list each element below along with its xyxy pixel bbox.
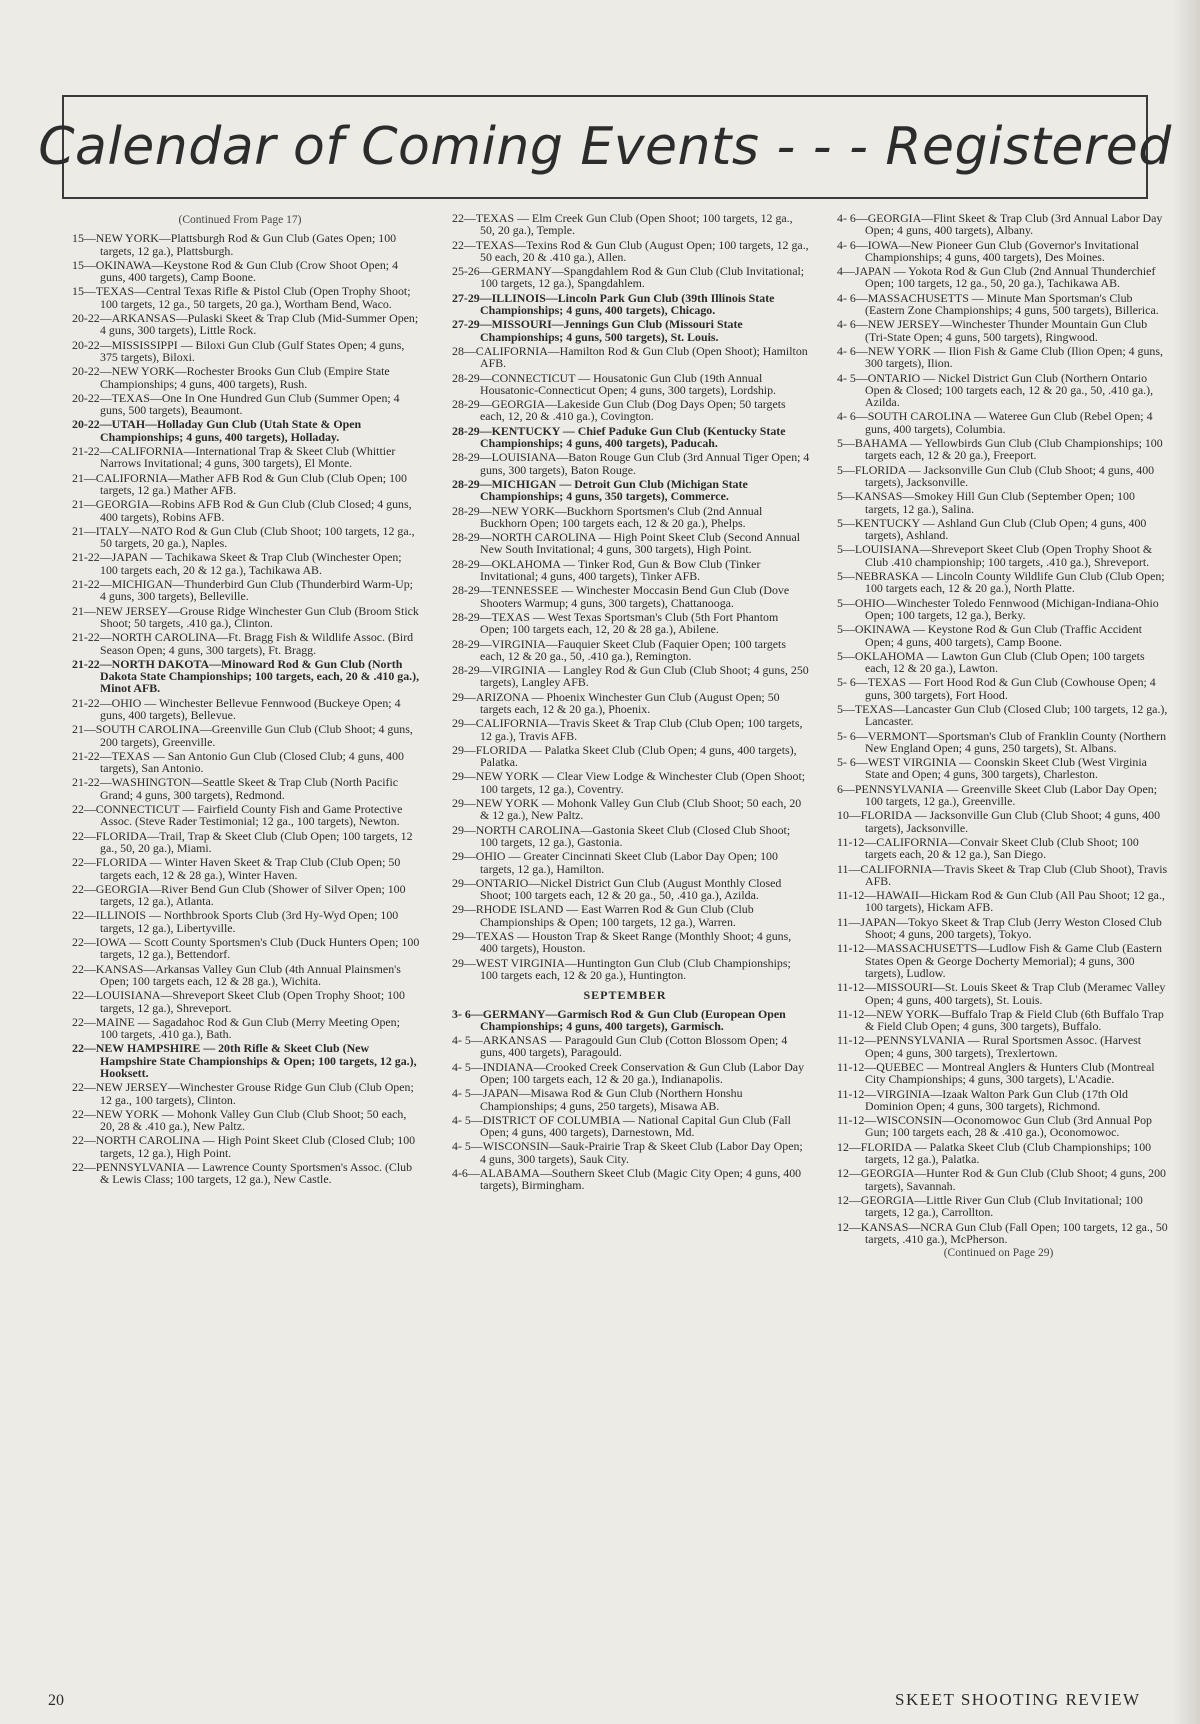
event-entry: 29—FLORIDA — Palatka Skeet Club (Club Open; 4 guns, 400 targets), Palatka. xyxy=(452,742,797,770)
event-entry: 28-29—KENTUCKY — Chief Paduke Gun Club (Kentucky State Championships; 4 guns, 400 targets), Paducah. xyxy=(452,423,786,451)
event-entry: 27-29—MISSOURI—Jennings Gun Club (Missouri State Championships; 4 guns, 500 targets), St. Louis. xyxy=(452,317,743,344)
event-entry: 22—LOUISIANA—Shreveport Skeet Club (Open Trophy Shoot; 100 targets, 12 ga.), Shreveport. xyxy=(72,988,405,1015)
event-entry: 29—RHODE ISLAND — East Warren Rod & Gun Club (Club Championships & Open; 100 targets, 12 ga.), Warren. xyxy=(452,902,754,929)
event-entry: 21—GEORGIA—Robins AFB Rod & Gun Club (Club Closed; 4 guns, 400 targets), Robins AFB. xyxy=(72,497,412,524)
title-banner xyxy=(38,95,1172,199)
event-entry: 29—ONTARIO—Nickel District Gun Club (August Monthly Closed Shoot; 100 targets each, 12 & 20 ga., 50, .410 ga.), Azilda. xyxy=(452,875,782,903)
event-entry: 4- 5—ONTARIO — Nickel District Gun Club (Northern Ontario Open & Closed; 100 targets each, 12 & 20 ga., 50, .410 ga.), Azilda. xyxy=(837,370,1154,410)
event-entry: 4- 5—INDIANA—Crooked Creek Conservation & Gun Club (Labor Day Open; 100 targets each, 12 & 20 ga.), Indianapolis. xyxy=(452,1059,805,1086)
event-entry: 22—NEW YORK — Mohonk Valley Gun Club (Club Shoot; 50 each, 20, 28 & .410 ga.), New Paltz. xyxy=(72,1106,407,1134)
event-entry: 11—JAPAN—Tokyo Skeet & Trap Club (Jerry Weston Closed Club Shoot; 4 guns, 200 targets), Tokyo. xyxy=(837,914,1162,942)
event-entry: 21-22—WASHINGTON—Seattle Skeet & Trap Club (North Pacific Grand; 4 guns, 300 targets), Redmond. xyxy=(72,775,399,802)
event-entry: 29—NEW YORK — Mohonk Valley Gun Club (Club Shoot; 50 each, 20 & 12 ga.), New Paltz. xyxy=(452,796,802,823)
event-entry: 20-22—UTAH—Holladay Gun Club (Utah State & Open Championships; 4 guns, 400 targets), Holladay. xyxy=(72,417,362,444)
event-entry: 28-29—OKLAHOMA — Tinker Rod, Gun & Bow Club (Tinker Invitational; 4 guns, 400 targets), Tinker AFB. xyxy=(452,556,761,584)
event-entry: 4-6—ALABAMA—Southern Skeet Club (Magic City Open; 4 guns, 400 targets), Birmingham. xyxy=(452,1166,802,1193)
event-entry: 21-22—OHIO — Winchester Bellevue Fennwood (Buckeye Open; 4 guns, 400 targets), Bellevue. xyxy=(72,695,401,722)
event-entry: 5—KANSAS—Smokey Hill Gun Club (September Open; 100 targets, 12 ga.), Salina. xyxy=(837,489,1135,516)
event-entry: 11-12—QUEBEC — Montreal Anglers & Hunters Club (Montreal City Championships; 4 guns, 300 targets), L'Acadie. xyxy=(837,1060,1155,1087)
event-entry: 5—LOUISIANA—Shreveport Skeet Club (Open Trophy Shoot & Club .410 championship; 100 targets, .410 ga.), Shreveport. xyxy=(837,542,1153,569)
event-entry: 15—NEW YORK—Plattsburgh Rod & Gun Club (Gates Open; 100 targets, 12 ga.), Plattsburgh. xyxy=(72,231,397,258)
event-entry: 11—CALIFORNIA—Travis Skeet & Trap Club (Club Shoot), Travis AFB. xyxy=(837,861,1168,888)
column-1 xyxy=(60,212,420,1664)
event-entry: 21—NEW JERSEY—Grouse Ridge Winchester Gun Club (Broom Stick Shoot; 50 targets, .410 ga.), Clinton. xyxy=(72,603,419,630)
event-entry: 20-22—ARKANSAS—Pulaski Skeet & Trap Club (Mid-Summer Open; 4 guns, 300 targets), Little Rock. xyxy=(72,311,419,338)
september-entries xyxy=(440,1008,810,1192)
event-entry: 22—GEORGIA—River Bend Gun Club (Shower of Silver Open; 100 targets, 12 ga.), Atlanta. xyxy=(72,881,406,909)
event-entry: 10—FLORIDA — Jacksonville Gun Club (Club Shoot; 4 guns, 400 targets), Jacksonville. xyxy=(837,808,1161,835)
event-entry: 11-12—WISCONSIN—Oconomowoc Gun Club (3rd Annual Pop Gun; 100 targets each, 28 & .410 ga.), Oconomowoc. xyxy=(837,1113,1152,1140)
event-entry: 5—FLORIDA — Jacksonville Gun Club (Club Shoot; 4 guns, 400 targets), Jacksonville. xyxy=(837,462,1155,489)
event-entry: 12—GEORGIA—Hunter Rod & Gun Club (Club Shoot; 4 guns, 200 targets), Savannah. xyxy=(837,1166,1166,1193)
event-entry: 11-12—VIRGINIA—Izaak Walton Park Gun Club (17th Old Dominion Open; 4 guns, 300 targets), Richmond. xyxy=(837,1086,1128,1113)
column-1-entries xyxy=(60,232,420,1185)
event-entry: 29—TEXAS — Houston Trap & Skeet Range (Monthly Shoot; 4 guns, 400 targets), Houston. xyxy=(452,929,792,956)
event-entry: 28-29—CONNECTICUT — Housatonic Gun Club (19th Annual Housatonic-Connecticut Open; 4 guns, 300 targets), Lordship. xyxy=(452,370,777,397)
event-entry: 11-12—CALIFORNIA—Convair Skeet Club (Club Shoot; 100 targets each, 20 & 12 ga.), San Diego. xyxy=(837,834,1139,862)
event-entry: 22—NEW JERSEY—Winchester Grouse Ridge Gun Club (Club Open; 12 ga., 100 targets), Clinton. xyxy=(72,1080,414,1107)
column-3 xyxy=(825,212,1172,1664)
event-entry: 4- 5—ARKANSAS — Paragould Gun Club (Cotton Blossom Open; 4 guns, 400 targets), Paragould. xyxy=(452,1033,788,1060)
event-entry: 5—OHIO—Winchester Toledo Fennwood (Michigan-Indiana-Ohio Open; 100 targets, 12 ga.), Berky. xyxy=(837,595,1159,622)
event-entry: 5—TEXAS—Lancaster Gun Club (Closed Club; 100 targets, 12 ga.), Lancaster. xyxy=(837,701,1168,729)
event-entry: 11-12—MASSACHUSETTS—Ludlow Fish & Game Club (Eastern States Open & George Docherty Memorial); 4 guns, 300 targets), Ludlow. xyxy=(837,941,1162,980)
event-entry: 21—ITALY—NATO Rod & Gun Club (Club Shoot; 100 targets, 12 ga., 50 targets, 20 ga.), Naples. xyxy=(72,523,415,551)
event-entry: 22—MAINE — Sagadahoc Rod & Gun Club (Merry Meeting Open; 100 targets, .410 ga.), Bath. xyxy=(72,1014,400,1042)
event-entry: 21-22—JAPAN — Tachikawa Skeet & Trap Club (Winchester Open; 100 targets each, 20 & 12 ga.), Tachikawa AB. xyxy=(72,550,402,577)
event-entry: 20-22—TEXAS—One In One Hundred Gun Club (Summer Open; 4 guns, 500 targets), Beaumont. xyxy=(72,390,400,418)
event-entry: 15—TEXAS—Central Texas Rifle & Pistol Club (Open Trophy Shoot; 100 targets, 12 ga., 50 targets, 20 ga.), Wortham Bend, Waco. xyxy=(72,284,411,311)
column-2 xyxy=(440,212,810,1664)
event-entry: 29—NORTH CAROLINA—Gastonia Skeet Club (Closed Club Shoot; 100 targets, 12 ga.), Gastonia. xyxy=(452,822,791,849)
page-number: 20 xyxy=(48,1692,64,1709)
event-entry: 28-29—NEW YORK—Buckhorn Sportsmen's Club (2nd Annual Buckhorn Open; 100 targets each, 12 & 20 ga.), Phelps. xyxy=(452,503,763,530)
column-3-entries xyxy=(825,212,1172,1245)
event-entry: 5—OKINAWA — Keystone Rod & Gun Club (Traffic Accident Open; 4 guns, 400 targets), Camp Boone. xyxy=(837,622,1142,649)
event-entry: 29—NEW YORK — Clear View Lodge & Winchester Club (Open Shoot; 100 targets, 12 ga.), Coventry. xyxy=(452,769,806,796)
event-entry: 12—GEORGIA—Little River Gun Club (Club Invitational; 100 targets, 12 ga.), Carrollton. xyxy=(837,1192,1143,1220)
event-entry: 28-29—LOUISIANA—Baton Rouge Gun Club (3rd Annual Tiger Open; 4 guns, 300 targets), Baton Rouge. xyxy=(452,450,810,477)
event-entry: 5- 6—WEST VIRGINIA — Coonskin Skeet Club (West Virginia State and Open; 4 guns, 300 targets), Charleston. xyxy=(837,755,1147,782)
event-entry: 12—KANSAS—NCRA Gun Club (Fall Open; 100 targets, 12 ga., 50 targets, .410 ga.), McPherson. xyxy=(837,1219,1168,1246)
event-entry: 28—CALIFORNIA—Hamilton Rod & Gun Club (Open Shoot); Hamilton AFB. xyxy=(452,343,808,371)
event-entry: 29—OHIO — Greater Cincinnati Skeet Club (Labor Day Open; 100 targets, 12 ga.), Hamilton. xyxy=(452,849,778,876)
event-entry: 20-22—MISSISSIPPI — Biloxi Gun Club (Gulf States Open; 4 guns, 375 targets), Biloxi. xyxy=(72,337,405,364)
event-entry: 27-29—ILLINOIS—Lincoln Park Gun Club (39th Illinois State Championships; 4 guns, 400 targets), Chicago. xyxy=(452,290,775,318)
event-entry: 22—PENNSYLVANIA — Lawrence County Sportsmen's Assoc. (Club & Lewis Class; 100 targets, 12 ga.), New Castle. xyxy=(72,1160,413,1187)
event-entry: 12—FLORIDA — Palatka Skeet Club (Club Championships; 100 targets, 12 ga.), Palatka. xyxy=(837,1139,1152,1167)
event-entry: 11-12—MISSOURI—St. Louis Skeet & Trap Club (Meramec Valley Open; 4 guns, 400 targets), St. Louis. xyxy=(837,980,1166,1007)
event-entry: 4- 6—SOUTH CAROLINA — Wateree Gun Club (Rebel Open; 4 guns, 400 targets), Columbia. xyxy=(837,409,1153,436)
continued-from-note: (Continued From Page 17) xyxy=(178,214,302,226)
event-entry: 22—IOWA — Scott County Sportsmen's Club (Duck Hunters Open; 100 targets, 12 ga.), Bettendorf. xyxy=(72,935,420,962)
event-entry: 28-29—VIRGINIA — Langley Rod & Gun Club (Club Shoot; 4 guns, 250 targets), Langley AFB. xyxy=(452,663,809,690)
event-entry: 4- 5—DISTRICT OF COLUMBIA — National Capital Gun Club (Fall Open; 4 guns, 400 targets), Darnestown, Md. xyxy=(452,1112,791,1140)
event-entry: 5—KENTUCKY — Ashland Gun Club (Club Open; 4 guns, 400 targets), Ashland. xyxy=(837,515,1147,543)
event-entry: 22—FLORIDA — Winter Haven Skeet & Trap Club (Club Open; 50 targets each, 12 & 28 ga.), Winter Haven. xyxy=(72,855,401,882)
event-entry: 28-29—TENNESSEE — Winchester Moccasin Bend Gun Club (Dove Shooters Warmup; 4 guns, 300 targets), Chattanooga. xyxy=(452,583,790,610)
event-entry: 21-22—NORTH DAKOTA—Minoward Rod & Gun Club (North Dakota State Championships; 100 targets, each, 20 & .410 ga.), Minot AFB. xyxy=(72,656,420,696)
event-entry: 28-29—MICHIGAN — Detroit Gun Club (Michigan State Championships; 4 guns, 350 targets), Commerce. xyxy=(452,476,748,504)
page-title: Calendar of Coming Events - - - Registered xyxy=(38,117,1172,177)
event-entry: 22—ILLINOIS — Northbrook Sports Club (3rd Hy-Wyd Open; 100 targets, 12 ga.), Libertyville. xyxy=(72,908,399,935)
event-entry: 4- 6—NEW YORK — Ilion Fish & Game Club (Ilion Open; 4 guns, 300 targets), Ilion. xyxy=(837,343,1163,371)
event-entry: 11-12—NEW YORK—Buffalo Trap & Field Club (6th Buffalo Trap & Field Club Open; 4 guns, 300 targets), Buffalo. xyxy=(837,1006,1164,1034)
event-entry: 28-29—VIRGINIA—Fauquier Skeet Club (Faquier Open; 100 targets each, 12 & 20 ga., 50, .410 ga.), Remington. xyxy=(452,636,786,663)
event-entry: 6—PENNSYLVANIA — Greenville Skeet Club (Labor Day Open; 100 targets, 12 ga.), Greenville. xyxy=(837,781,1158,809)
event-entry: 5—BAHAMA — Yellowbirds Gun Club (Club Championships; 100 targets each, 12 & 20 ga.), Freeport. xyxy=(837,436,1163,463)
event-entry: 3- 6—GERMANY—Garmisch Rod & Gun Club (European Open Championships; 4 guns, 400 targets), Garmisch. xyxy=(452,1006,786,1033)
event-entry: 21-22—TEXAS — San Antonio Gun Club (Closed Club; 4 guns, 400 targets), San Antonio. xyxy=(72,748,404,776)
event-entry: 20-22—NEW YORK—Rochester Brooks Gun Club (Empire State Championships; 4 guns, 400 targets), Rush. xyxy=(72,364,390,391)
event-entry: 11-12—PENNSYLVANIA — Rural Sportsmen Assoc. (Harvest Open; 4 guns, 300 targets), Trexlertown. xyxy=(837,1033,1142,1060)
event-entry: 5—NEBRASKA — Lincoln County Wildlife Gun Club (Club Open; 100 targets each, 12 & 20 ga.), North Platte. xyxy=(837,569,1165,596)
event-entry: 28-29—GEORGIA—Lakeside Gun Club (Dog Days Open; 50 targets each, 12, 20 & .410 ga.), Covington. xyxy=(452,397,786,424)
event-entry: 29—WEST VIRGINIA—Huntington Gun Club (Club Championships; 100 targets each, 12 & 20 ga.), Huntington. xyxy=(452,955,791,982)
event-entry: 15—OKINAWA—Keystone Rod & Gun Club (Crow Shoot Open; 4 guns, 400 targets), Camp Boone. xyxy=(72,257,399,285)
event-entry: 21-22—MICHIGAN—Thunderbird Gun Club (Thunderbird Warm-Up; 4 guns, 300 targets), Belleville. xyxy=(72,577,413,604)
event-entry: 21—CALIFORNIA—Mather AFB Rod & Gun Club (Club Open; 100 targets, 12 ga.) Mather AFB. xyxy=(72,470,407,497)
event-entry: 22—FLORIDA—Trail, Trap & Skeet Club (Club Open; 100 targets, 12 ga., 50, 20 ga.), Miami. xyxy=(72,828,413,855)
event-entry: 5- 6—TEXAS — Fort Hood Rod & Gun Club (Cowhouse Open; 4 guns, 300 targets), Fort Hood. xyxy=(837,675,1156,702)
event-entry: 4- 6—NEW JERSEY—Winchester Thunder Mountain Gun Club (Tri-State Open; 4 guns, 500 targets), Ringwood. xyxy=(837,317,1148,344)
event-entry: 22—CONNECTICUT — Fairfield County Fish and Game Protective Assoc. (Steve Rader Testimonial; 12 ga., 100 targets), Newton. xyxy=(72,802,403,829)
event-entry: 4- 6—IOWA—New Pioneer Gun Club (Governor's Invitational Championships; 4 guns, 400 targets), Des Moines. xyxy=(837,237,1139,264)
event-entry: 5—OKLAHOMA — Lawton Gun Club (Club Open; 100 targets each, 12 & 20 ga.), Lawton. xyxy=(837,648,1145,676)
event-entry: 29—CALIFORNIA—Travis Skeet & Trap Club (Club Open; 100 targets, 12 ga.), Travis AFB. xyxy=(452,716,803,743)
event-entry: 29—ARIZONA — Phoenix Winchester Gun Club (August Open; 50 targets each, 12 & 20 ga.), Phoenix. xyxy=(452,689,780,716)
event-entry: 11-12—HAWAII—Hickam Rod & Gun Club (All Pau Shoot; 12 ga., 100 targets), Hickam AFB. xyxy=(837,888,1165,915)
continued-on-note: (Continued on Page 29) xyxy=(943,1247,1054,1260)
event-entry: 22—TEXAS—Texins Rod & Gun Club (August Open; 100 targets, 12 ga., 50 each, 20 & .410 ga.), Allen. xyxy=(452,237,809,264)
event-entry: 22—KANSAS—Arkansas Valley Gun Club (4th Annual Plainsmen's Open; 100 targets each, 12 & 28 ga.), Wichita. xyxy=(72,961,401,988)
page-edge xyxy=(1172,0,1200,1724)
event-entry: 21—SOUTH CAROLINA—Greenville Gun Club (Club Shoot; 4 guns, 200 targets), Greenville. xyxy=(72,722,413,749)
event-entry: 28-29—TEXAS — West Texas Sportsman's Club (5th Fort Phantom Open; 100 targets each, 12, 20 & 28 ga.), Abilene. xyxy=(452,609,779,637)
journal-name: SKEET SHOOTING REVIEW xyxy=(895,1690,1141,1709)
event-entry: 4- 6—MASSACHUSETTS — Minute Man Sportsman's Club (Eastern Zone Championships; 4 guns, 500 targets), Billerica. xyxy=(837,290,1159,318)
event-entry: 4- 5—JAPAN—Misawa Rod & Gun Club (Northern Honshu Championships; 4 guns, 250 targets), Misawa AB. xyxy=(452,1086,743,1113)
event-entry: 28-29—NORTH CAROLINA — High Point Skeet Club (Second Annual New South Invitational; 4 guns, 300 targets), High Point. xyxy=(452,530,801,557)
event-entry: 21-22—CALIFORNIA—International Trap & Skeet Club (Whittier Narrows Invitational; 4 guns, 300 targets), El Monte. xyxy=(72,444,396,471)
september-heading: SEPTEMBER xyxy=(583,988,667,1003)
event-entry: 4- 5—WISCONSIN—Sauk-Prairie Trap & Skeet Club (Labor Day Open; 4 guns, 300 targets), Sauk City. xyxy=(452,1139,803,1166)
column-2-entries xyxy=(440,212,810,981)
event-entry: 5- 6—VERMONT—Sportsman's Club of Franklin County (Northern New England Open; 4 guns, 250 targets), St. Albans. xyxy=(837,728,1167,755)
event-entry: 22—NEW HAMPSHIRE — 20th Rifle & Skeet Club (New Hampshire State Championships & Open; 100 targets, 12 ga.), Hooksett. xyxy=(72,1041,417,1080)
event-entry: 22—NORTH CAROLINA — High Point Skeet Club (Closed Club; 100 targets, 12 ga.), High Point. xyxy=(72,1133,416,1160)
event-entry: 21-22—NORTH CAROLINA—Ft. Bragg Fish & Wildlife Assoc. (Bird Season Open; 4 guns, 300 targets), Ft. Bragg. xyxy=(72,630,414,657)
event-entry: 4—JAPAN — Yokota Rod & Gun Club (2nd Annual Thunderchief Open; 100 targets, 12 ga., 50, 20 ga.), Tachikawa AB. xyxy=(837,264,1156,291)
event-entry: 4- 6—GEORGIA—Flint Skeet & Trap Club (3rd Annual Labor Day Open; 4 guns, 400 targets), Albany. xyxy=(837,212,1163,238)
event-entry: 25-26—GERMANY—Spangdahlem Rod & Gun Club (Club Invitational; 100 targets, 12 ga.), Spangdahlem. xyxy=(452,264,805,291)
event-entry: 22—TEXAS — Elm Creek Gun Club (Open Shoot; 100 targets, 12 ga., 50, 20 ga.), Temple. xyxy=(452,212,793,238)
